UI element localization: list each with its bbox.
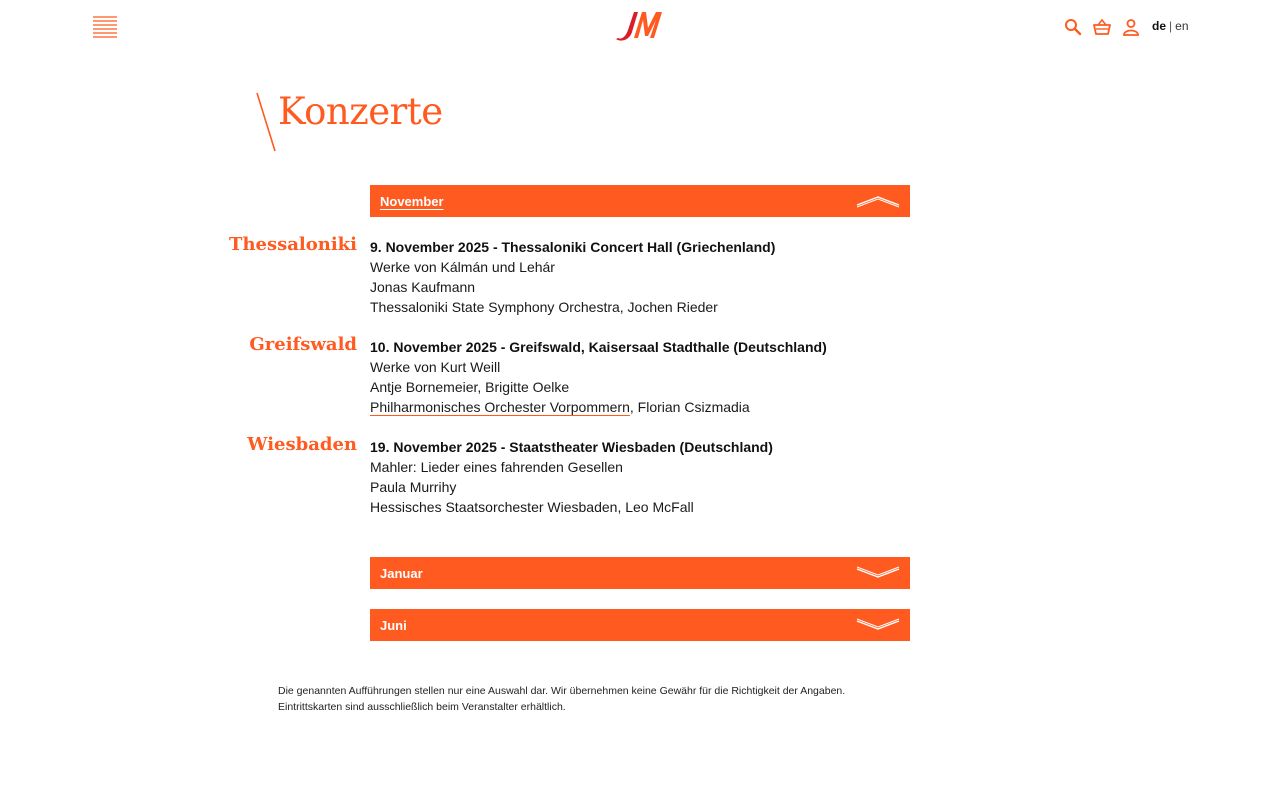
basket-icon[interactable]: [1093, 18, 1111, 36]
orchestra-link[interactable]: Philharmonisches Orchester Vorpommern: [370, 399, 630, 415]
event-item: [370, 237, 930, 317]
disclaimer: [278, 683, 918, 715]
event-orchestra: [370, 397, 930, 417]
event-program: Werke von Kurt Weill: [370, 359, 501, 375]
menu-icon[interactable]: [93, 16, 117, 38]
event-program: Mahler: Lieder eines fahrenden Gesellen: [370, 459, 623, 475]
chevron-down-icon: [856, 566, 900, 580]
event-program: Werke von Kálmán und Lehár: [370, 259, 555, 275]
event-orchestra: Thessaloniki State Symphony Orchestra, Jochen Rieder: [370, 299, 718, 315]
event-title: 9. November 2025 - Thessaloniki Concert Hall (Griechenland): [370, 239, 776, 255]
user-icon[interactable]: [1122, 18, 1140, 36]
event-orchestra: Hessisches Staatsorchester Wiesbaden, Leo McFall: [370, 499, 694, 515]
page-title: Konzerte: [278, 90, 443, 133]
lang-de-link[interactable]: de: [1152, 19, 1167, 33]
language-switch: [1152, 19, 1189, 33]
month-label: Januar: [380, 566, 423, 581]
event-item: [370, 337, 930, 417]
logo[interactable]: [612, 8, 668, 42]
disclaimer-line: Die genannten Aufführungen stellen nur eine Auswahl dar. Wir übernehmen keine Gewähr für die Richtigkeit der Angaben.: [278, 685, 846, 697]
month-accordion-november[interactable]: [370, 185, 910, 217]
event-title: 10. November 2025 - Greifswald, Kaisersaal Stadthalle (Deutschland): [370, 339, 827, 355]
lang-separator: |: [1169, 19, 1173, 33]
lang-en-link[interactable]: en: [1175, 19, 1189, 33]
month-accordion-juni[interactable]: [370, 609, 910, 641]
disclaimer-line: Eintrittskarten sind ausschließlich beim Veranstalter erhältlich.: [278, 701, 566, 713]
event-city: Thessaloniki: [229, 234, 357, 255]
event-conductor: , Florian Csizmadia: [629, 399, 750, 415]
site-header: [0, 0, 1280, 60]
chevron-up-icon: [856, 194, 900, 208]
event-title: 19. November 2025 - Staatstheater Wiesbaden (Deutschland): [370, 439, 773, 455]
month-label: Juni: [380, 618, 407, 633]
event-city: Greifswald: [249, 334, 357, 355]
title-slash-decoration: [254, 92, 278, 152]
event-soloists: Paula Murrihy: [370, 479, 457, 495]
event-soloists: Jonas Kaufmann: [370, 279, 476, 295]
month-label: November: [380, 194, 444, 209]
event-item: [370, 437, 930, 517]
chevron-down-icon: [856, 618, 900, 632]
search-icon[interactable]: [1064, 18, 1082, 36]
event-soloists: Antje Bornemeier, Brigitte Oelke: [370, 379, 570, 395]
event-city: Wiesbaden: [247, 434, 357, 455]
month-accordion-januar[interactable]: [370, 557, 910, 589]
